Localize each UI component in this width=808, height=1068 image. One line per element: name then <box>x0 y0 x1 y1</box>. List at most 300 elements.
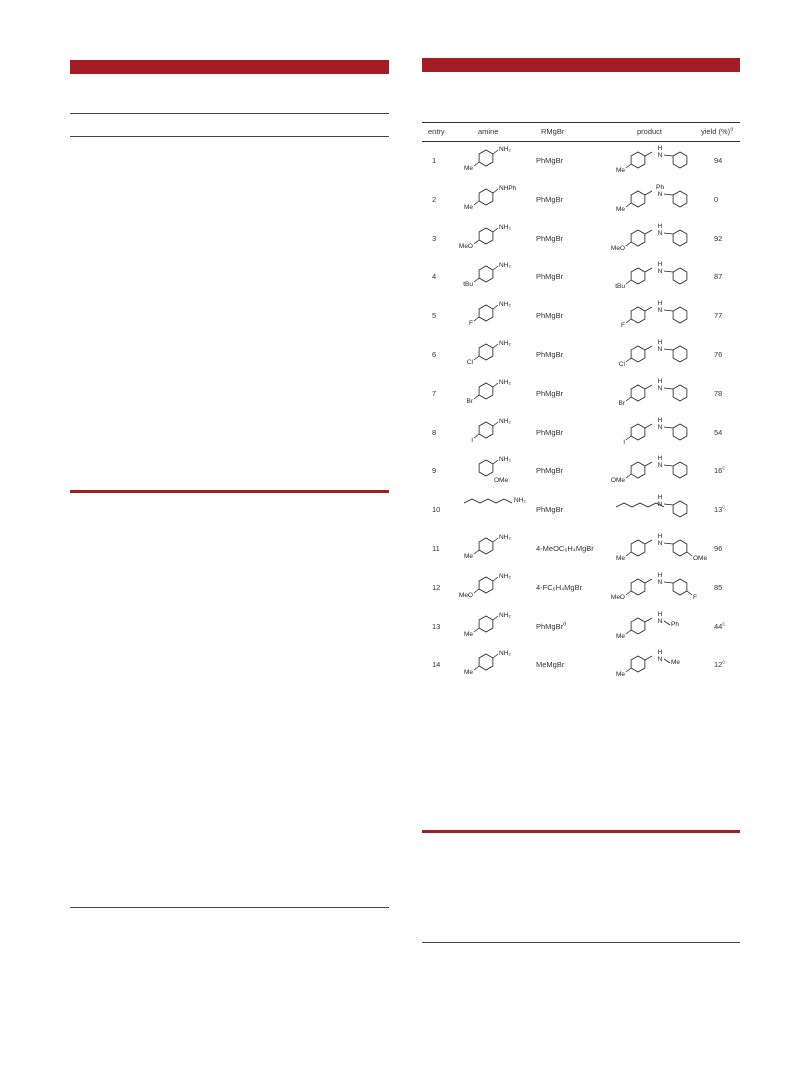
bond <box>645 462 652 466</box>
entry-number: 2 <box>432 194 437 204</box>
yield-number: 78 <box>714 388 723 398</box>
product-structure <box>614 185 704 219</box>
benzene-ring <box>673 385 687 401</box>
yield-number: 0 <box>714 194 719 204</box>
entry-number: 8 <box>432 427 437 437</box>
amine-h-label: Ph <box>656 183 664 191</box>
table-row <box>422 377 740 416</box>
yield-number: 76 <box>714 350 723 359</box>
amine-h-label: H <box>657 610 663 618</box>
grignard-reagent <box>536 195 563 204</box>
yield-number: 44 <box>714 621 723 631</box>
left-table-head-rule <box>70 136 389 137</box>
substituent-label: MeO <box>458 242 473 250</box>
substituent-label: Me <box>463 630 473 638</box>
yield-value <box>714 350 722 359</box>
benzene-ring <box>479 189 493 205</box>
amine-group-label: NH₂ <box>499 223 511 231</box>
benzene-ring <box>631 540 645 556</box>
left-bottom-rule <box>70 907 389 908</box>
bond <box>664 310 673 311</box>
entry-number: 11 <box>432 544 440 553</box>
entry-number: 12 <box>432 582 441 592</box>
yield-value <box>714 583 722 592</box>
bond <box>493 228 498 232</box>
header-yield: yield (%)$^a$ <box>701 126 733 136</box>
bond <box>664 349 673 350</box>
grignard-reagent <box>536 544 594 553</box>
product-structure <box>614 340 704 374</box>
bond <box>664 194 673 195</box>
table-row <box>422 610 740 649</box>
grignard-label: PhMgBr <box>536 233 564 243</box>
bond <box>626 319 631 323</box>
benzene-ring <box>479 150 493 166</box>
amine-group-label: NH₂ <box>499 301 511 309</box>
grignard-reagent <box>536 660 564 669</box>
substituent-label: Me <box>615 555 625 562</box>
substituent-label: Me <box>615 205 625 213</box>
substituent-label: MeO <box>610 593 625 601</box>
entry-number: 9 <box>432 466 437 476</box>
bond <box>664 271 673 272</box>
grignard-label: MeMgBr <box>536 660 565 670</box>
bond <box>645 540 652 544</box>
grignard-label: PhMgBr <box>536 466 564 476</box>
benzene-ring <box>479 422 493 438</box>
substituent-label: Cl <box>618 361 625 368</box>
yield-value <box>714 156 722 165</box>
bond <box>626 242 631 246</box>
benzene-ring <box>673 268 687 284</box>
para-substituent-label: F <box>693 593 697 601</box>
bond <box>645 191 652 195</box>
table-row <box>422 222 740 261</box>
benzene-ring <box>673 462 687 478</box>
bond <box>493 150 498 154</box>
bond <box>664 621 670 625</box>
amine-h-label: H <box>657 571 663 579</box>
amine-group-label: NH₂ <box>499 650 511 658</box>
amine-structure <box>460 534 530 564</box>
benzene-ring <box>631 618 645 634</box>
bond <box>664 582 673 583</box>
nitrogen-label: N <box>657 423 663 431</box>
bond <box>626 164 631 168</box>
table-row <box>422 532 740 571</box>
grignard-label: PhMgBr <box>536 272 564 282</box>
entry-number: 10 <box>432 505 441 515</box>
yield-number: 87 <box>714 272 723 282</box>
substituent-label: Br <box>618 399 625 407</box>
product-structure <box>614 262 704 296</box>
benzene-ring <box>479 344 493 360</box>
amine-group-label: NH₂ <box>514 497 526 505</box>
grignard-reagent <box>536 389 563 398</box>
amine-structure <box>460 301 530 331</box>
substituent-label: Me <box>463 203 473 211</box>
benzene-ring <box>631 656 645 672</box>
bond <box>493 189 498 193</box>
grignard-reagent <box>536 156 563 165</box>
yield-value <box>714 622 725 631</box>
substituent-label: MeO <box>458 591 473 599</box>
benzene-ring <box>631 230 645 246</box>
grignard-label: PhMgBr <box>536 194 564 204</box>
bond <box>626 203 631 207</box>
table-row <box>422 260 740 299</box>
nitrogen-label: N <box>657 656 663 664</box>
header-entry: entry <box>428 127 445 136</box>
nitrogen-label: N <box>657 540 663 547</box>
amine-h-label: H <box>657 377 663 385</box>
yield-value <box>714 660 725 669</box>
benzene-ring <box>631 346 645 362</box>
substituent-label: Br <box>466 397 473 405</box>
yield-number: 12 <box>714 660 723 670</box>
grignard-reagent <box>536 234 563 243</box>
table-row <box>422 454 740 493</box>
bond <box>493 460 498 464</box>
yield-number: 77 <box>714 311 723 321</box>
substituent-label: F <box>621 322 625 330</box>
amine-group-label: NH₂ <box>499 262 511 270</box>
benzene-ring <box>631 424 645 440</box>
benzene-ring <box>631 152 645 168</box>
bond <box>493 577 498 581</box>
amine-h-label: H <box>657 455 663 463</box>
amine-group-label: NH₂ <box>499 340 511 347</box>
header-amine: amine <box>478 127 499 136</box>
grignard-reagent <box>536 505 563 514</box>
footnote-marker: d <box>563 621 566 628</box>
product-structure <box>614 495 704 529</box>
substituent-label: Me <box>615 167 625 174</box>
grignard-reagent <box>536 350 563 359</box>
bond <box>474 589 479 593</box>
table-header <box>422 122 740 142</box>
right-header-bar <box>422 58 740 72</box>
entry-number: 5 <box>432 311 437 321</box>
bond <box>626 436 631 440</box>
bond <box>474 356 479 360</box>
benzene-ring <box>479 383 493 399</box>
bond <box>474 395 479 399</box>
bond <box>664 465 673 466</box>
bond <box>493 616 498 620</box>
yield-number: 85 <box>714 582 723 592</box>
benzene-ring <box>631 191 645 207</box>
bond <box>664 388 673 389</box>
bond <box>664 155 673 156</box>
benzene-ring <box>479 305 493 321</box>
product-structure <box>614 379 704 413</box>
entry-number: 1 <box>432 156 437 165</box>
grignard-reagent <box>536 466 563 475</box>
entry-number: 3 <box>432 233 437 243</box>
entry-number: 6 <box>432 350 437 359</box>
header-rmgbr: RMgBr <box>541 127 565 136</box>
substituent-label: MeO <box>610 244 625 252</box>
substituent-label: OMe <box>494 477 509 485</box>
bond <box>687 552 692 556</box>
product-structure <box>610 222 704 258</box>
yield-value <box>714 195 718 204</box>
amine-h-label: H <box>657 494 663 502</box>
bond <box>493 422 498 426</box>
amine-h-label: H <box>657 416 663 424</box>
yield-value <box>714 428 722 437</box>
grignard-label: PhMgBr <box>536 156 564 165</box>
amine-h-label: H <box>657 533 663 540</box>
benzene-ring <box>631 307 645 323</box>
bond <box>626 630 631 634</box>
bond <box>474 201 479 205</box>
table-row <box>422 183 740 222</box>
grignard-label: 4-FC₆H₄MgBr <box>536 582 583 592</box>
product-structure <box>614 418 704 452</box>
bond <box>645 424 652 428</box>
amine-structure <box>460 224 530 254</box>
benzene-ring <box>673 501 687 517</box>
entry-number: 14 <box>432 660 441 670</box>
amine-h-label: H <box>657 261 663 269</box>
bond <box>687 591 692 595</box>
alkyl-chain <box>464 499 512 503</box>
yield-number: 94 <box>714 156 723 165</box>
yield-number: 54 <box>714 427 723 437</box>
amine-h-label: H <box>657 649 663 657</box>
grignard-label: PhMgBr <box>536 427 564 437</box>
n-substituent-label: Me <box>671 659 681 667</box>
footnote-marker: c <box>722 465 725 472</box>
table-row <box>422 648 740 687</box>
bond <box>626 474 631 478</box>
bond <box>645 618 652 622</box>
benzene-ring <box>631 385 645 401</box>
bond <box>626 358 631 362</box>
substituent-label: I <box>471 436 473 444</box>
left-header-bar <box>70 60 389 74</box>
header-product: product <box>637 127 663 136</box>
bond <box>474 240 479 244</box>
amine-structure <box>460 379 530 409</box>
amine-group-label: NH₂ <box>499 572 511 580</box>
nitrogen-label: N <box>657 501 663 509</box>
amine-group-label: NH₂ <box>499 534 511 541</box>
benzene-ring <box>673 307 687 323</box>
footnote-marker: c <box>722 621 725 628</box>
amine-structure <box>460 495 530 525</box>
nitrogen-label: N <box>657 384 663 392</box>
bond <box>645 152 652 156</box>
amine-h-label: H <box>657 300 663 308</box>
amine-group-label: NH₂ <box>499 146 511 153</box>
grignard-reagent <box>536 583 582 592</box>
bond <box>664 543 673 544</box>
bond <box>664 504 673 505</box>
benzene-ring <box>673 152 687 168</box>
amine-structure <box>460 340 530 370</box>
grignard-label: PhMgBr <box>536 350 564 359</box>
product-structure <box>614 301 704 335</box>
yield-value <box>714 311 722 320</box>
benzene-ring <box>479 577 493 593</box>
amine-structure <box>460 612 530 642</box>
yield-value <box>714 389 722 398</box>
table-row <box>422 571 740 610</box>
nitrogen-label: N <box>657 307 663 315</box>
grignard-reagent <box>536 622 566 631</box>
substituent-label: Me <box>463 553 473 560</box>
grignard-reagent <box>536 428 563 437</box>
benzene-ring <box>479 616 493 632</box>
grignard-label: PhMgBr <box>536 621 564 631</box>
right-bottom-rule <box>422 942 740 943</box>
bond <box>645 307 652 311</box>
footnote-marker: c <box>722 504 725 511</box>
benzene-ring <box>673 424 687 440</box>
nitrogen-label: N <box>657 578 663 586</box>
benzene-ring <box>631 462 645 478</box>
bond <box>474 550 479 554</box>
table-row <box>422 299 740 338</box>
bond <box>626 591 631 595</box>
bond <box>474 317 479 321</box>
benzene-ring <box>673 346 687 362</box>
yield-number: 92 <box>714 233 723 243</box>
bond <box>645 579 652 583</box>
grignard-label: 4-MeOC₆H₄MgBr <box>536 544 594 553</box>
bond <box>626 552 631 556</box>
table-row <box>422 416 740 455</box>
n-substituent-label: Ph <box>671 620 679 628</box>
footnote-marker: c <box>722 659 725 666</box>
yield-number: 16 <box>714 466 723 476</box>
substituent-label: F <box>469 320 473 328</box>
amine-structure <box>460 262 530 292</box>
table-row <box>422 493 740 532</box>
grignard-label: PhMgBr <box>536 505 564 515</box>
substituent-label: Me <box>615 632 625 640</box>
grignard-label: PhMgBr <box>536 311 564 321</box>
para-substituent-label: OMe <box>693 555 708 562</box>
entry-number: 4 <box>432 272 437 282</box>
benzene-ring <box>673 191 687 207</box>
product-structure <box>614 612 704 646</box>
bond <box>474 278 479 282</box>
table-row <box>422 338 740 377</box>
benzene-ring <box>479 460 493 476</box>
grignard-reagent <box>536 311 563 320</box>
bond <box>493 383 498 387</box>
bond <box>645 656 652 660</box>
bond <box>493 654 498 658</box>
benzene-ring <box>479 654 493 670</box>
nitrogen-label: N <box>657 462 663 470</box>
product-structure <box>610 571 704 607</box>
bond <box>493 344 498 348</box>
amine-structure <box>460 185 530 215</box>
substituent-label: OMe <box>610 477 625 485</box>
amine-group-label: NH₂ <box>499 456 511 464</box>
bond <box>664 659 670 663</box>
bond <box>645 230 652 234</box>
left-section-divider <box>70 490 389 493</box>
amine-h-label: H <box>657 339 663 346</box>
yield-number: 96 <box>714 544 723 553</box>
benzene-ring <box>673 540 687 556</box>
product-structure <box>614 146 704 180</box>
bond <box>645 385 652 389</box>
amine-structure <box>460 456 530 486</box>
substituent-label: tBu <box>463 281 473 289</box>
bond <box>493 266 498 270</box>
amine-group-label: NH₂ <box>499 417 511 425</box>
nitrogen-label: N <box>657 268 663 276</box>
amine-group-label: NH₂ <box>499 378 511 386</box>
right-section-divider <box>422 830 740 833</box>
nitrogen-label: N <box>657 152 663 159</box>
bond <box>645 268 652 272</box>
substituent-label: I <box>623 438 625 446</box>
yield-value <box>714 505 725 514</box>
amine-group-label: NH₂ <box>499 611 511 619</box>
bond <box>626 397 631 401</box>
yield-number: 13 <box>714 505 723 515</box>
benzene-ring <box>631 579 645 595</box>
benzene-ring <box>479 538 493 554</box>
nitrogen-label: N <box>657 617 663 625</box>
amine-group-label: NHPh <box>499 184 517 192</box>
nitrogen-label: N <box>657 190 663 198</box>
substituent-label: tBu <box>615 283 625 291</box>
nitrogen-label: N <box>657 229 663 237</box>
grignard-label: PhMgBr <box>536 388 564 398</box>
yield-value <box>714 234 722 243</box>
entry-number: 13 <box>432 621 441 631</box>
product-structure <box>614 533 708 568</box>
amine-structure <box>460 418 530 448</box>
benzene-ring <box>673 579 687 595</box>
benzene-ring <box>673 230 687 246</box>
amine-structure <box>460 573 530 603</box>
benzene-ring <box>479 228 493 244</box>
bond <box>474 666 479 670</box>
bond <box>493 305 498 309</box>
bond <box>474 628 479 632</box>
amine-h-label: H <box>657 145 663 152</box>
amine-h-label: H <box>657 222 663 230</box>
grignard-reagent <box>536 272 563 281</box>
bond <box>626 280 631 284</box>
bond <box>664 427 673 428</box>
bond <box>626 668 631 672</box>
bond <box>493 538 498 542</box>
substituent-label: Me <box>463 165 473 172</box>
bond <box>474 162 479 166</box>
bond <box>664 233 673 234</box>
benzene-ring <box>479 266 493 282</box>
substituent-label: Cl <box>466 359 473 366</box>
yield-value <box>714 466 725 475</box>
yield-value <box>714 544 722 553</box>
amine-structure <box>460 146 530 176</box>
entry-number: 7 <box>432 388 437 398</box>
substituent-label: Me <box>463 669 473 677</box>
table-row <box>422 144 740 183</box>
amine-structure <box>460 650 530 680</box>
